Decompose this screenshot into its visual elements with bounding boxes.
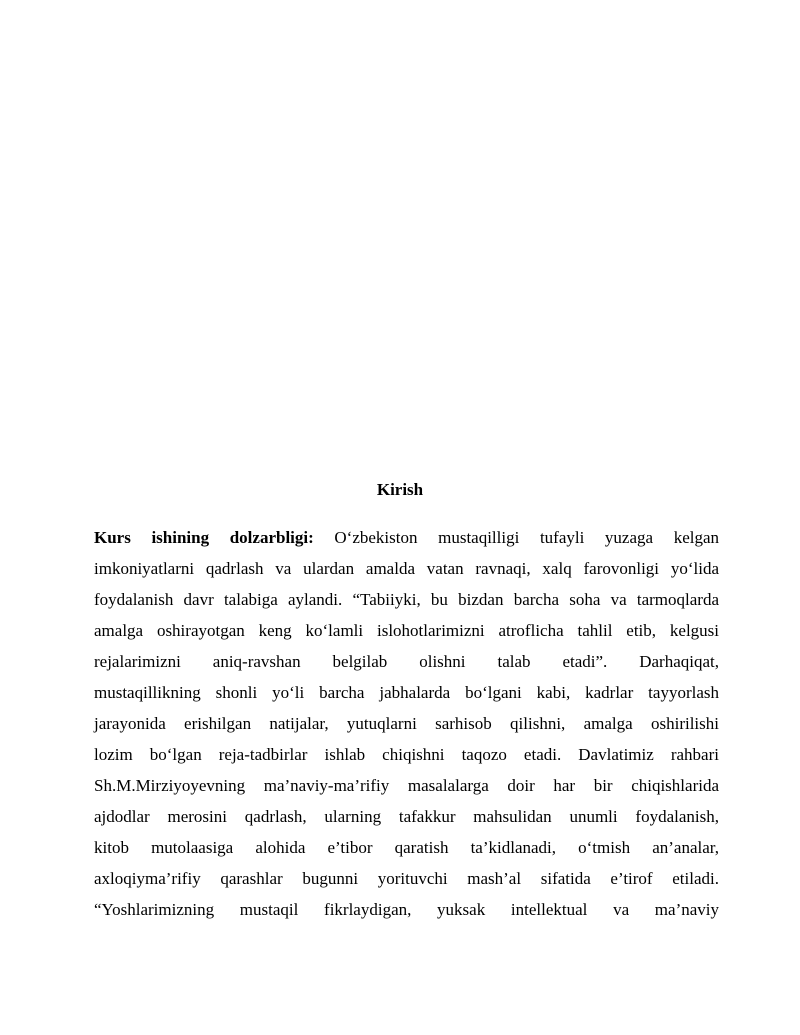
paragraph-line: lozim bo‘lgan reja-tadbirlar ishlab chiqishni taqozo etadi. Davlatimiz rahbari bbox=[94, 745, 719, 764]
section-heading: Kirish bbox=[376, 480, 424, 499]
paragraph-line: axloqiyma’rifiy qarashlar bugunni yorituvchi mash’al sifatida e’tirof etiladi. bbox=[94, 869, 719, 888]
paragraph-line: jarayonida erishilgan natijalar, yutuqlarni sarhisob qilishni, amalga oshirilishi bbox=[94, 714, 719, 733]
paragraph-line: amalga oshirayotgan keng ko‘lamli islohotlarimizni atroflicha tahlil etib, kelgusi bbox=[94, 621, 719, 640]
paragraph-line: Sh.M.Mirziyoyevning ma’naviy-ma’rifiy masalalarga doir har bir chiqishlarida bbox=[94, 776, 719, 795]
paragraph-line: “Yoshlarimizning mustaqil fikrlaydigan, yuksak intellektual va ma’naviy bbox=[94, 900, 719, 919]
paragraph-line: kitob mutolaasiga alohida e’tibor qaratish ta’kidlanadi, o‘tmish an’analar, bbox=[94, 838, 719, 857]
body-paragraph bbox=[94, 522, 719, 925]
lead-label: Kurs ishining dolzarbligi: bbox=[94, 528, 314, 547]
paragraph-line bbox=[94, 522, 719, 553]
paragraph-line-text: O‘zbekiston mustaqilligi tufayli yuzaga kelgan bbox=[313, 528, 720, 547]
paragraph-line: mustaqillikning shonli yo‘li barcha jabhalarda bo‘lgani kabi, kadrlar tayyorlash bbox=[94, 683, 719, 702]
paragraph-line: imkoniyatlarni qadrlash va ulardan amalda vatan ravnaqi, xalq farovonligi yo‘lida bbox=[94, 559, 719, 578]
paragraph-line: foydalanish davr talabiga aylandi. “Tabiiyki, bu bizdan barcha soha va tarmoqlarda bbox=[94, 590, 719, 609]
paragraph-line: ajdodlar merosini qadrlash, ularning tafakkur mahsulidan unumli foydalanish, bbox=[94, 807, 719, 826]
paragraph-line: rejalarimizni aniq-ravshan belgilab olishni talab etadi”. Darhaqiqat, bbox=[94, 652, 719, 671]
